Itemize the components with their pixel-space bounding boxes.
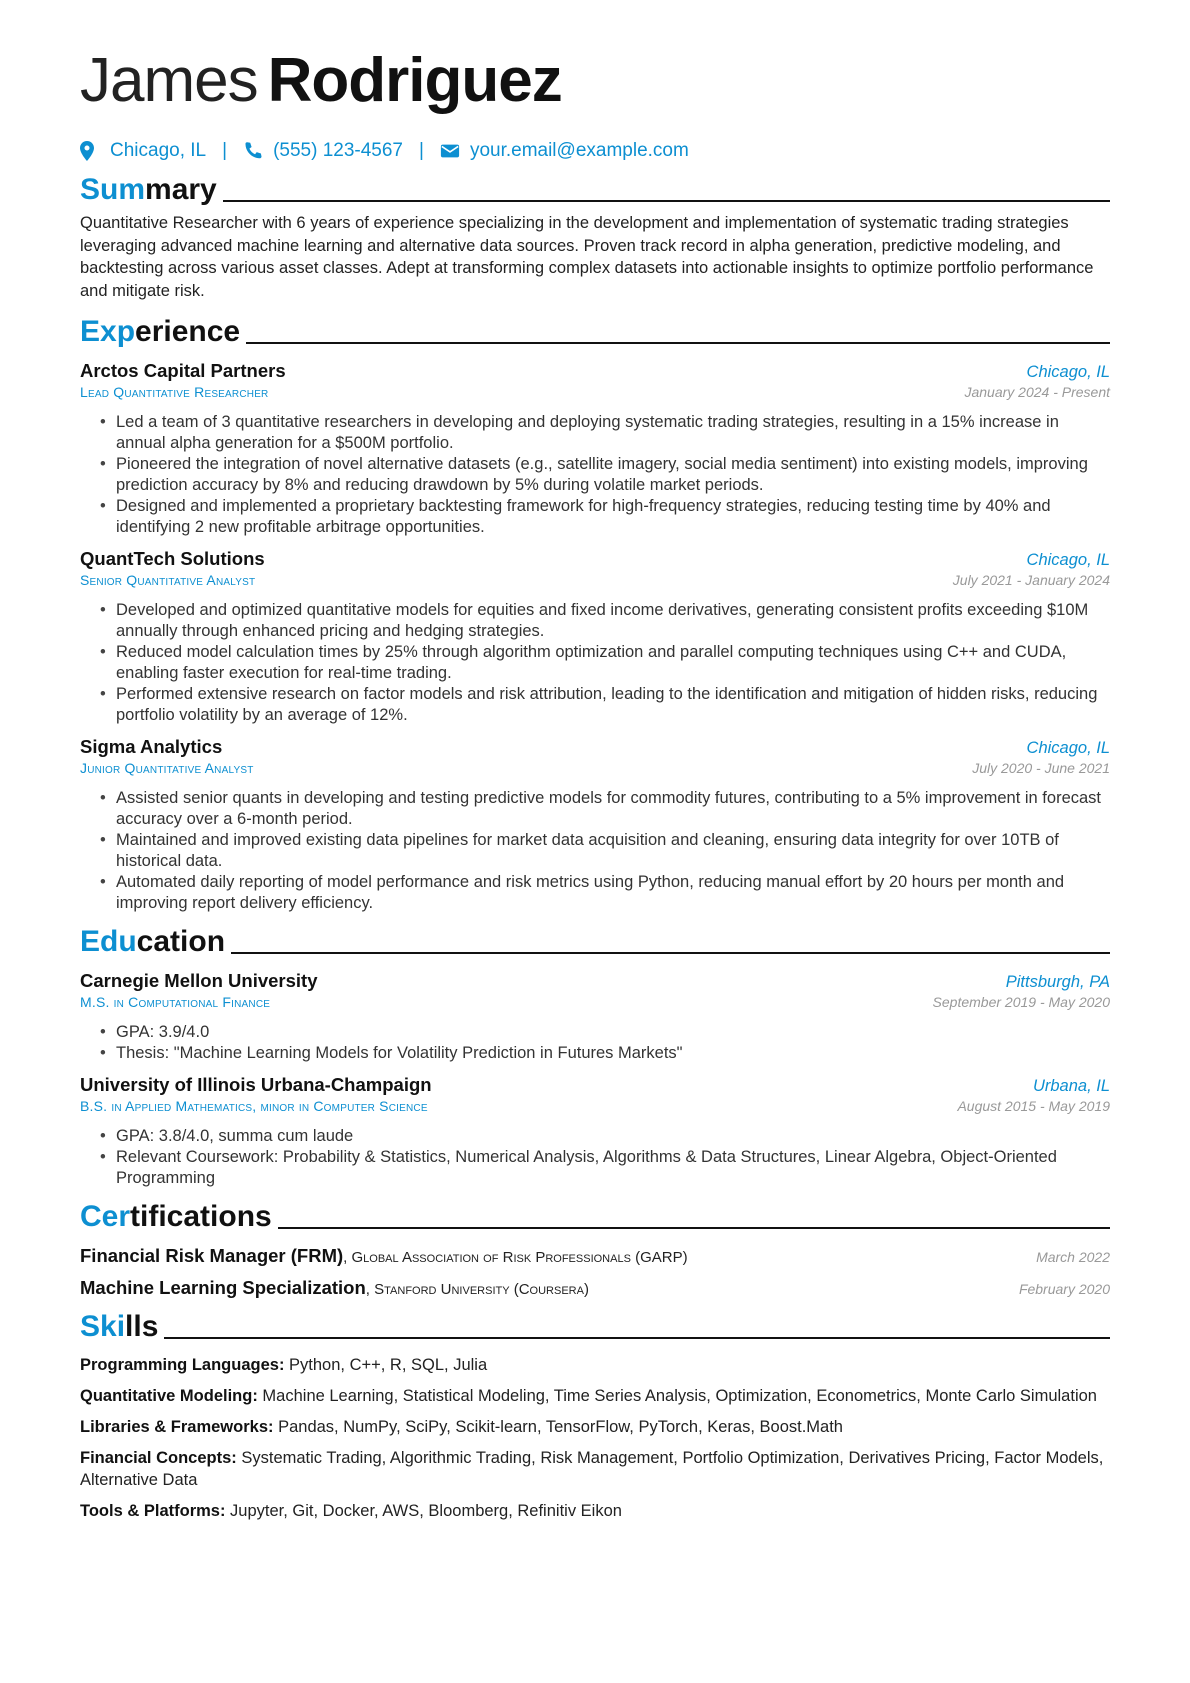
section-title (80, 1199, 272, 1235)
school-name: University of Illinois Urbana-Champaign (80, 1074, 432, 1095)
contact-location (80, 140, 206, 162)
experience-entry (80, 736, 1110, 914)
job-title: Senior Quantitative Analyst (80, 572, 256, 588)
bullet-item: • Pioneered the integration of novel alternative datasets (e.g., satellite imagery, social media sentiment) into existing models, improving prediction accuracy by 8% and reducing drawdown by 5% during volatile market periods. (116, 454, 1110, 496)
certification-name: Machine Learning Specialization (80, 1277, 366, 1298)
section-summary-heading (80, 170, 1110, 208)
contact-separator: | (419, 140, 424, 161)
school-name: Carnegie Mellon University (80, 970, 318, 991)
section-rule (164, 1337, 1110, 1339)
email-text: your.email@example.com (469, 140, 689, 161)
title-accent: Edu (80, 925, 137, 958)
bullet-item: • Led a team of 3 quantitative researchers in developing and deploying systematic trading strategies, resulting in a 15% increase in annual alpha generation for a $500M portfolio. (116, 412, 1110, 454)
job-location: Chicago, IL (1026, 739, 1110, 757)
certification-date: February 2020 (1018, 1281, 1110, 1297)
certification-issuer: , Global Association of Risk Professionals (GARP) (343, 1249, 688, 1266)
certification-issuer: , Stanford University (Coursera) (365, 1281, 589, 1298)
job-location: Chicago, IL (1026, 551, 1110, 569)
skill-row (80, 1447, 1110, 1491)
section-skills-heading (80, 1307, 1110, 1345)
skill-category: Libraries & Frameworks: (80, 1418, 274, 1436)
section-title (80, 172, 217, 208)
title-rest: mary (145, 173, 217, 206)
title-accent: Exp (80, 315, 136, 348)
experience-entry (80, 360, 1110, 538)
last-name: Rodriguez (267, 46, 562, 115)
bullet-item: • Designed and implemented a proprietary backtesting framework for high-frequency strategies, reducing testing time by 40% and identifying 2 new profitable arbitrage opportunities. (116, 496, 1110, 538)
degree: B.S. in Applied Mathematics, minor in Computer Science (80, 1098, 428, 1114)
section-rule (246, 342, 1110, 344)
section-rule (231, 952, 1110, 954)
contact-email[interactable] (440, 140, 689, 162)
first-name: James (80, 46, 258, 115)
school-location: Urbana, IL (1032, 1077, 1110, 1095)
location-text: Chicago, IL (110, 140, 207, 161)
skill-row (80, 1500, 1110, 1522)
envelope-icon (440, 141, 460, 161)
bullet-item: • Assisted senior quants in developing and testing predictive models for commodity futures, contributing to a 5% improvement in forecast accuracy over a 6-month period. (116, 788, 1110, 830)
school-dates: August 2015 - May 2019 (957, 1098, 1110, 1114)
education-entry (80, 1074, 1110, 1189)
job-bullets (80, 788, 1110, 914)
skill-row (80, 1385, 1110, 1407)
job-bullets (80, 600, 1110, 726)
certification-entry (80, 1277, 1110, 1299)
phone-icon (243, 141, 263, 161)
section-title (80, 1309, 158, 1345)
title-rest: cation (136, 925, 226, 958)
bullet-item: • Performed extensive research on factor models and risk attribution, leading to the identification and mitigation of hidden risks, reducing portfolio volatility by an average of 12%. (116, 684, 1110, 726)
section-experience-heading (80, 312, 1110, 350)
section-title (80, 314, 240, 350)
skill-list: Systematic Trading, Algorithmic Trading, Risk Management, Portfolio Optimization, Derivatives Pricing, Factor Models, Alternative Data (80, 1449, 1104, 1489)
degree: M.S. in Computational Finance (80, 994, 271, 1010)
employer-name: Arctos Capital Partners (80, 360, 286, 381)
bullet-item: • Automated daily reporting of model performance and risk metrics using Python, reducing manual effort by 20 hours per month and improving report delivery efficiency. (116, 872, 1110, 914)
certification-name: Financial Risk Manager (FRM) (80, 1245, 344, 1266)
title-rest: lls (125, 1310, 159, 1343)
bullet-item: • GPA: 3.9/4.0 (116, 1022, 1110, 1043)
skill-list: Python, C++, R, SQL, Julia (284, 1356, 488, 1374)
section-certifications-heading (80, 1197, 1110, 1235)
education-bullets (80, 1126, 1110, 1189)
bullet-item: • Developed and optimized quantitative models for equities and fixed income derivatives, generating consistent profits exceeding $10M annually through enhanced pricing and hedging strategies. (116, 600, 1110, 642)
job-location: Chicago, IL (1026, 363, 1110, 381)
bullet-item: • Thesis: "Machine Learning Models for Volatility Prediction in Futures Markets" (116, 1043, 1110, 1064)
contact-bar (80, 138, 1110, 164)
bullet-item: • Reduced model calculation times by 25% through algorithm optimization and parallel computing techniques using C++ and CUDA, enabling faster execution for real-time trading. (116, 642, 1110, 684)
certification-entry (80, 1245, 1110, 1267)
job-title: Junior Quantitative Analyst (80, 760, 254, 776)
skill-list: Machine Learning, Statistical Modeling, Time Series Analysis, Optimization, Econometrics, Monte Carlo Simulation (257, 1387, 1097, 1405)
skill-category: Financial Concepts: (80, 1449, 237, 1467)
job-title: Lead Quantitative Researcher (80, 384, 269, 400)
section-education-heading (80, 922, 1110, 960)
summary-text: Quantitative Researcher with 6 years of experience specializing in the development and implementation of systematic trading strategies leveraging advanced machine learning and alternative data sources. Proven track record in alpha generation, predictive modeling, and backtesting across various asset classes. Adept at transforming complex datasets into actionable insights to optimize portfolio performance and mitigate risk. (80, 214, 1094, 300)
map-marker-icon (80, 141, 100, 161)
section-title (80, 924, 225, 960)
skill-row (80, 1416, 1110, 1438)
job-dates: July 2020 - June 2021 (972, 760, 1110, 776)
education-entry (80, 970, 1110, 1064)
candidate-name (80, 38, 1110, 124)
phone-text: (555) 123-4567 (273, 140, 403, 161)
bullet-item: • Relevant Coursework: Probability & Statistics, Numerical Analysis, Algorithms & Data Structures, Linear Algebra, Object-Oriented Programming (116, 1147, 1110, 1189)
skill-row (80, 1354, 1110, 1376)
job-dates: January 2024 - Present (964, 384, 1110, 400)
contact-phone[interactable] (243, 140, 403, 162)
job-bullets (80, 412, 1110, 538)
education-bullets (80, 1022, 1110, 1064)
title-accent: Sum (80, 173, 146, 206)
employer-name: Sigma Analytics (80, 736, 223, 757)
bullet-item: • GPA: 3.8/4.0, summa cum laude (116, 1126, 1110, 1147)
title-rest: erience (135, 315, 241, 348)
bullet-item: • Maintained and improved existing data pipelines for market data acquisition and cleaning, ensuring data integrity for over 10TB of historical data. (116, 830, 1110, 872)
title-accent: Ski (80, 1310, 126, 1343)
title-accent: Cer (80, 1200, 131, 1233)
title-rest: tifications (130, 1200, 272, 1233)
section-rule (223, 200, 1110, 202)
employer-name: QuantTech Solutions (80, 548, 265, 569)
school-dates: September 2019 - May 2020 (932, 994, 1110, 1010)
skill-category: Tools & Platforms: (80, 1502, 226, 1520)
skill-category: Programming Languages: (80, 1356, 285, 1374)
section-rule (278, 1227, 1110, 1229)
skill-list: Pandas, NumPy, SciPy, Scikit-learn, TensorFlow, PyTorch, Keras, Boost.Math (273, 1418, 843, 1436)
contact-separator: | (222, 140, 228, 161)
skill-list: Jupyter, Git, Docker, AWS, Bloomberg, Refinitiv Eikon (225, 1502, 622, 1520)
school-location: Pittsburgh, PA (1005, 973, 1110, 991)
skill-category: Quantitative Modeling: (80, 1387, 258, 1405)
experience-entry (80, 548, 1110, 726)
certification-date: March 2022 (1036, 1249, 1110, 1265)
job-dates: July 2021 - January 2024 (952, 572, 1110, 588)
